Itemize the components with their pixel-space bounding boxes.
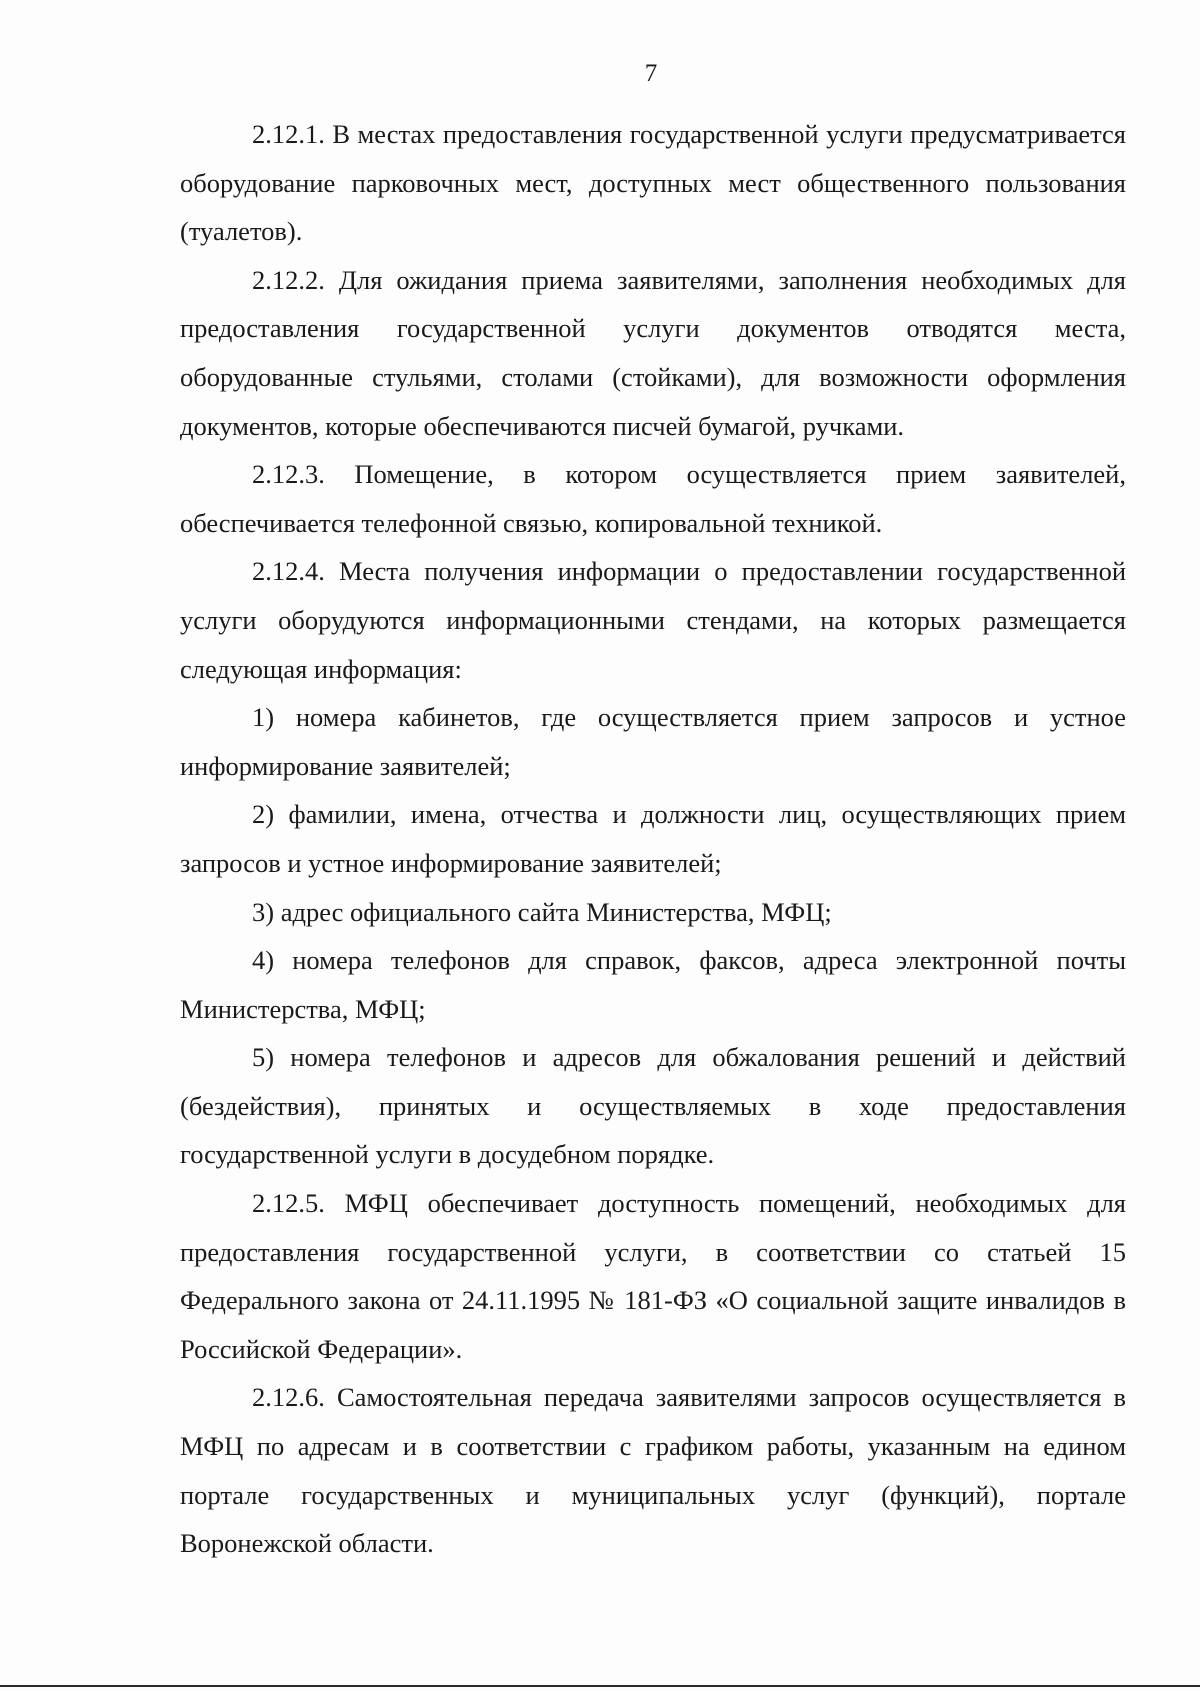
page-bottom-edge bbox=[0, 1685, 1200, 1687]
list-item-4: 4) номера телефонов для справок, факсов, адреса электронной почты Министерства, МФЦ; bbox=[180, 945, 1126, 1024]
document-body bbox=[180, 110, 1126, 1568]
list-item-5: 5) номера телефонов и адресов для обжалования решений и действий (бездействия), принятых и осуществляемых в ходе предоставления государственной услуги в досудебном порядке. bbox=[180, 1042, 1126, 1170]
paragraph-2-12-5: 2.12.5. МФЦ обеспечивает доступность помещений, необходимых для предоставления государственной услуги, в соответствии со статьей 15 Федерального закона от 24.11.1995 № 181-ФЗ «О социальной защите инвалидов в Российской Федерации». bbox=[180, 1188, 1126, 1364]
paragraph-2-12-6: 2.12.6. Самостоятельная передача заявителями запросов осуществляется в МФЦ по адресам и в соответствии с графиком работы, указанным на едином портале государственных и муниципальных услуг (функций), портале Воронежской области. bbox=[180, 1382, 1126, 1559]
page-number: 7 bbox=[644, 60, 658, 87]
list-item-1: 1) номера кабинетов, где осуществляется прием запросов и устное информирование заявителей; bbox=[180, 702, 1126, 781]
paragraph-2-12-4: 2.12.4. Места получения информации о предоставлении государственной услуги оборудуются информационными стендами, на которых размещается следующая информация: bbox=[180, 556, 1126, 684]
list-item-2: 2) фамилии, имена, отчества и должности лиц, осуществляющих прием запросов и устное информирование заявителей; bbox=[180, 799, 1126, 878]
paragraph-2-12-3: 2.12.3. Помещение, в котором осуществляется прием заявителей, обеспечивается телефонной связью, копировальной техникой. bbox=[180, 459, 1126, 538]
list-item-3: 3) адрес официального сайта Министерства, МФЦ; bbox=[252, 896, 832, 927]
paragraph-2-12-1: 2.12.1. В местах предоставления государственной услуги предусматривается оборудование парковочных мест, доступных мест общественного пользования (туалетов). bbox=[180, 119, 1126, 247]
paragraph-2-12-2: 2.12.2. Для ожидания приема заявителями, заполнения необходимых для предоставления государственной услуги документов отводятся места, оборудованные стульями, столами (стойками), для возможности оформления документов, которые обеспечиваются писчей бумагой, ручками. bbox=[180, 264, 1126, 441]
